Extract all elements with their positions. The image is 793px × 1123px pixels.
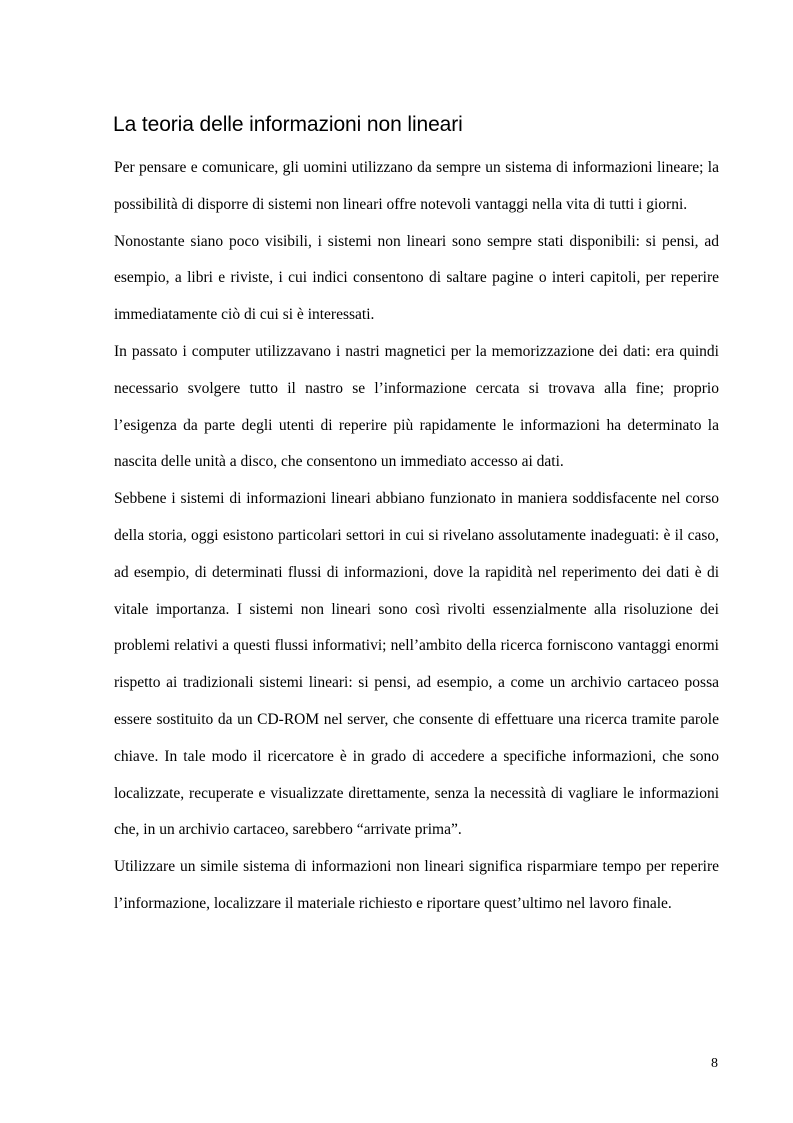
section-heading: La teoria delle informazioni non lineari	[113, 113, 463, 136]
body-text	[114, 150, 719, 923]
paragraph-2: Nonostante siano poco visibili, i sistemi non lineari sono sempre stati disponibili: si pensi, ad esempio, a libri e riviste, i cui indici consentono di saltare pagine o interi capitoli, per reperire immediatamente ciò di cui si è interessati.	[114, 232, 719, 324]
paragraph-3: In passato i computer utilizzavano i nastri magnetici per la memorizzazione dei dati: era quindi necessario svolgere tutto il nastro se l’informazione cercata si trovava alla fine; proprio l’esigenza da parte degli utenti di reperire più rapidamente le informazioni ha determinato la nascita delle unità a disco, che consentono un immediato accesso ai dati.	[114, 342, 719, 471]
page-number: 8	[711, 1056, 718, 1071]
paragraph-4: Sebbene i sistemi di informazioni lineari abbiano funzionato in maniera soddisfacente nel corso della storia, oggi esistono particolari settori in cui si rivelano assolutamente inadeguati: è il caso, ad esempio, di determinati flussi di informazioni, dove la rapidità nel reperimento dei dati è di vitale importanza. I sistemi non lineari sono così rivolti essenzialmente alla risoluzione dei problemi relativi a questi flussi informativi; nell’ambito della ricerca forniscono vantaggi enormi rispetto ai tradizionali sistemi lineari: si pensi, ad esempio, a come un archivio cartaceo possa essere sostituito da un CD-ROM nel server, che consente di effettuare una ricerca tramite parole chiave. In tale modo il ricercatore è in grado di accedere a specifiche informazioni, che sono localizzate, recuperate e visualizzate direttamente, senza la necessità di vagliare le informazioni che, in un archivio cartaceo, sarebbero “arrivate prima”.	[114, 490, 719, 839]
paragraph-5: Utilizzare un simile sistema di informazioni non lineari significa risparmiare tempo per reperire l’informazione, localizzare il materiale richiesto e riportare quest’ultimo nel lavoro finale.	[114, 858, 719, 912]
paragraph-1: Per pensare e comunicare, gli uomini utilizzano da sempre un sistema di informazioni lineare; la possibilità di disporre di sistemi non lineari offre notevoli vantaggi nella vita di tutti i giorni.	[114, 159, 719, 213]
